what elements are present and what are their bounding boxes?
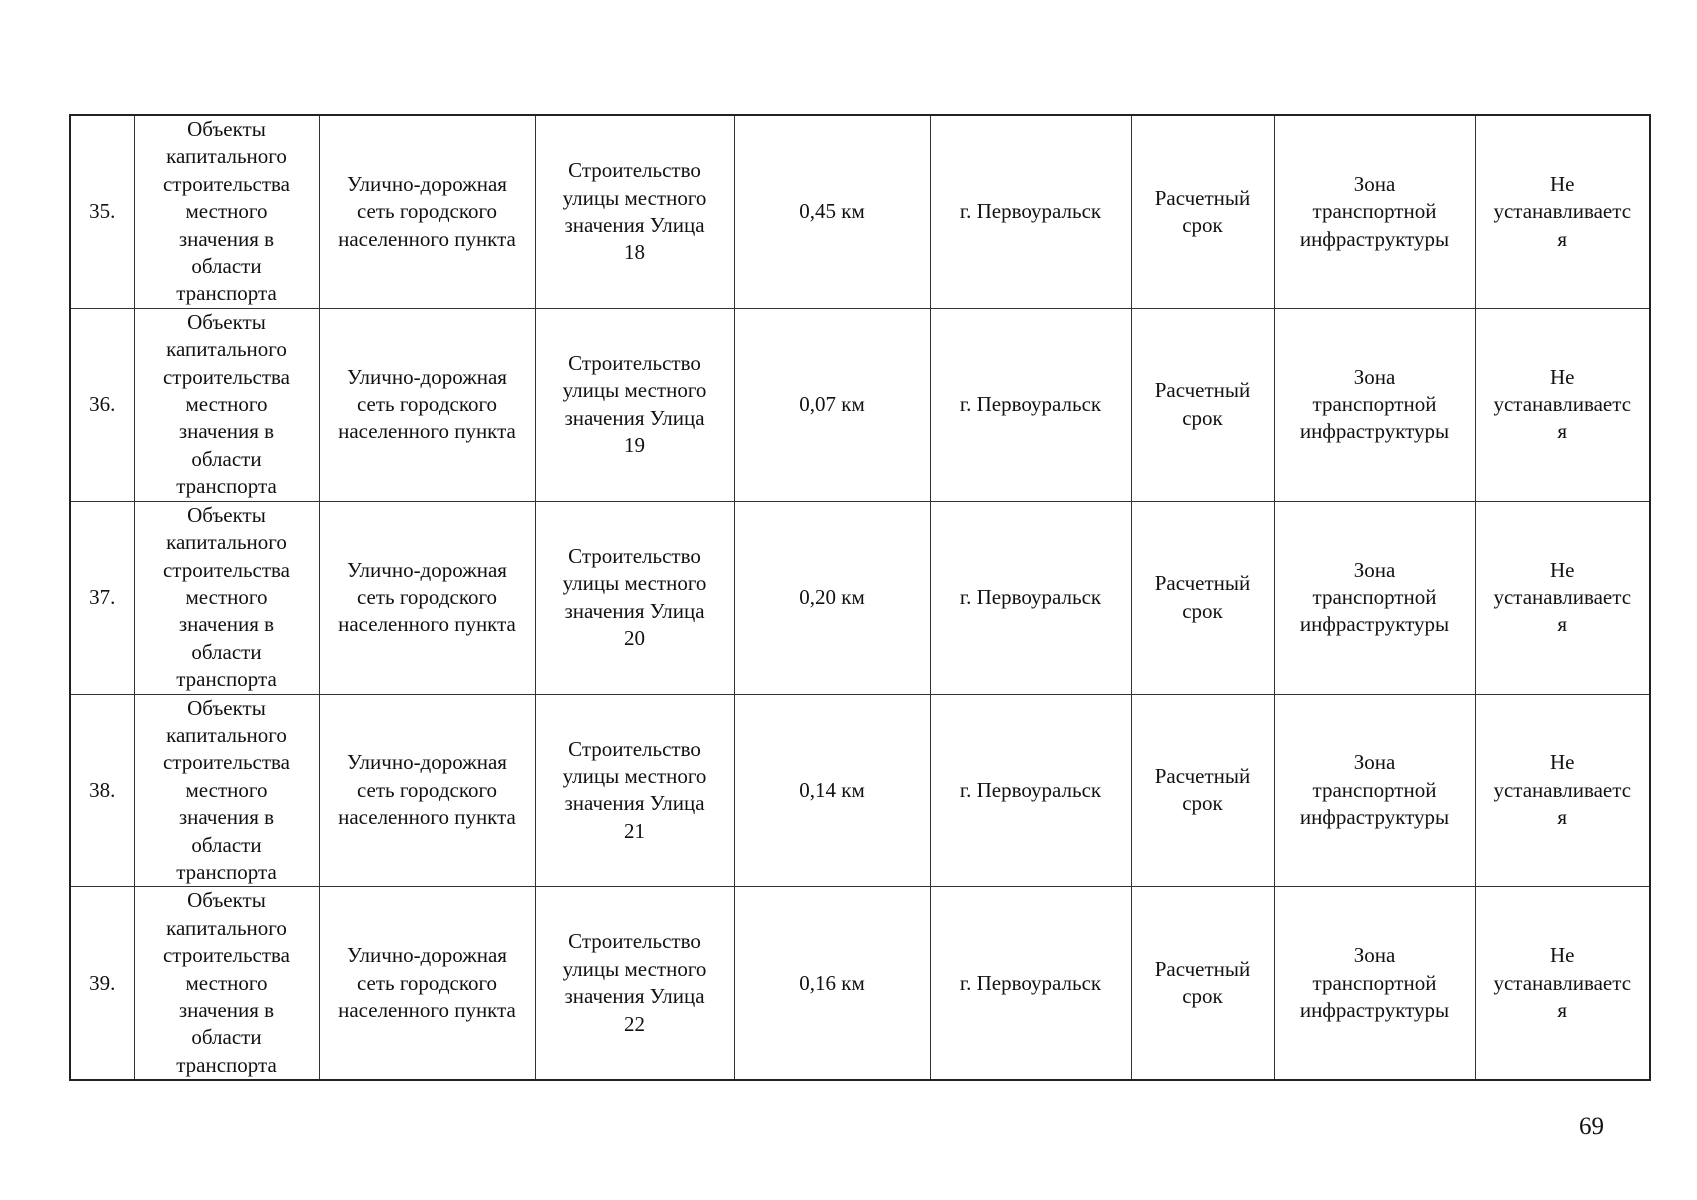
- row-number: 38.: [89, 777, 116, 802]
- object-name: Строительство улицы местного значения Улица 18: [562, 158, 707, 265]
- object-type-cell: [134, 115, 319, 308]
- object-type-cell: [134, 887, 319, 1080]
- location-cell: [930, 501, 1131, 694]
- object-name-cell: [535, 115, 734, 308]
- purpose: Улично-дорожная сеть городского населенного пункта: [338, 171, 516, 251]
- zone-cell: [1274, 694, 1475, 887]
- zone-cell: [1274, 308, 1475, 501]
- term-cell: [1131, 308, 1274, 501]
- row-number: 35.: [89, 199, 116, 224]
- location: г. Первоуральск: [959, 199, 1102, 224]
- protection-zone-cell: [1475, 501, 1650, 694]
- location-cell: [930, 308, 1131, 501]
- object-type: Объекты капитального строительства местного значения в области транспорта: [162, 117, 290, 306]
- object-type: Объекты капитального строительства местного значения в области транспорта: [162, 502, 290, 692]
- table-row: [70, 501, 1650, 694]
- row-number: 37.: [89, 584, 116, 609]
- zone-cell: [1274, 115, 1475, 308]
- location-cell: [930, 887, 1131, 1080]
- object-name: Строительство улицы местного значения Улица 21: [562, 736, 707, 843]
- location-cell: [930, 115, 1131, 308]
- row-number-cell: [70, 694, 134, 887]
- zone: Зона транспортной инфраструктуры: [1299, 750, 1450, 830]
- object-name: Строительство улицы местного значения Улица 22: [562, 929, 707, 1036]
- purpose: Улично-дорожная сеть городского населенного пункта: [338, 557, 516, 637]
- location: г. Первоуральск: [959, 970, 1102, 995]
- location: г. Первоуральск: [959, 392, 1102, 417]
- location: г. Первоуральск: [959, 777, 1102, 802]
- term-cell: [1131, 887, 1274, 1080]
- objects-table: [69, 114, 1651, 1081]
- purpose-cell: [319, 308, 535, 501]
- object-name-cell: [535, 501, 734, 694]
- zone: Зона транспортной инфраструктуры: [1299, 943, 1450, 1022]
- protection-zone: Не устанавливаетс я: [1493, 171, 1632, 251]
- row-number: 39.: [89, 970, 116, 995]
- characteristic: 0,16 км: [799, 970, 865, 995]
- characteristic: 0,07 км: [799, 392, 865, 417]
- table-row: [70, 308, 1650, 501]
- row-number-cell: [70, 501, 134, 694]
- characteristic: 0,20 км: [799, 584, 865, 609]
- characteristic-cell: [734, 308, 930, 501]
- term-cell: [1131, 115, 1274, 308]
- term: Расчетный срок: [1154, 764, 1251, 816]
- zone: Зона транспортной инфраструктуры: [1299, 364, 1450, 444]
- term-cell: [1131, 694, 1274, 887]
- purpose-cell: [319, 694, 535, 887]
- protection-zone-cell: [1475, 308, 1650, 501]
- zone-cell: [1274, 887, 1475, 1080]
- object-name-cell: [535, 308, 734, 501]
- characteristic-cell: [734, 115, 930, 308]
- protection-zone: Не устанавливаетс я: [1493, 943, 1632, 1022]
- table-row: [70, 887, 1650, 1080]
- characteristic-cell: [734, 887, 930, 1080]
- term: Расчетный срок: [1154, 956, 1251, 1009]
- row-number-cell: [70, 887, 134, 1080]
- protection-zone-cell: [1475, 887, 1650, 1080]
- object-name: Строительство улицы местного значения Улица 19: [562, 350, 707, 458]
- zone: Зона транспортной инфраструктуры: [1299, 557, 1450, 637]
- purpose: Улично-дорожная сеть городского населенного пункта: [338, 750, 516, 830]
- object-name-cell: [535, 887, 734, 1080]
- term: Расчетный срок: [1154, 571, 1251, 623]
- row-number-cell: [70, 308, 134, 501]
- protection-zone-cell: [1475, 694, 1650, 887]
- zone: Зона транспортной инфраструктуры: [1299, 171, 1450, 251]
- protection-zone-cell: [1475, 115, 1650, 308]
- purpose: Улично-дорожная сеть городского населенного пункта: [338, 943, 516, 1022]
- zone-cell: [1274, 501, 1475, 694]
- location: г. Первоуральск: [959, 584, 1102, 609]
- term: Расчетный срок: [1154, 185, 1251, 237]
- protection-zone: Не устанавливаетс я: [1493, 364, 1632, 444]
- row-number: 36.: [89, 392, 116, 417]
- row-number-cell: [70, 115, 134, 308]
- object-name-cell: [535, 694, 734, 887]
- object-type-cell: [134, 694, 319, 887]
- term: Расчетный срок: [1154, 378, 1251, 430]
- purpose-cell: [319, 501, 535, 694]
- table-row: [70, 115, 1650, 308]
- purpose-cell: [319, 115, 535, 308]
- purpose-cell: [319, 887, 535, 1080]
- object-type: Объекты капитального строительства местного значения в области транспорта: [162, 695, 290, 884]
- object-type: Объекты капитального строительства местного значения в области транспорта: [162, 888, 290, 1077]
- page-number: 69: [1579, 1113, 1604, 1140]
- object-type: Объекты капитального строительства местного значения в области транспорта: [162, 309, 290, 499]
- characteristic: 0,45 км: [799, 199, 865, 224]
- term-cell: [1131, 501, 1274, 694]
- protection-zone: Не устанавливаетс я: [1493, 750, 1632, 830]
- protection-zone: Не устанавливаетс я: [1493, 557, 1632, 637]
- table-row: [70, 694, 1650, 887]
- object-type-cell: [134, 308, 319, 501]
- location-cell: [930, 694, 1131, 887]
- characteristic-cell: [734, 501, 930, 694]
- object-type-cell: [134, 501, 319, 694]
- characteristic: 0,14 км: [799, 777, 865, 802]
- object-name: Строительство улицы местного значения Улица 20: [562, 543, 707, 651]
- characteristic-cell: [734, 694, 930, 887]
- purpose: Улично-дорожная сеть городского населенного пункта: [338, 364, 516, 444]
